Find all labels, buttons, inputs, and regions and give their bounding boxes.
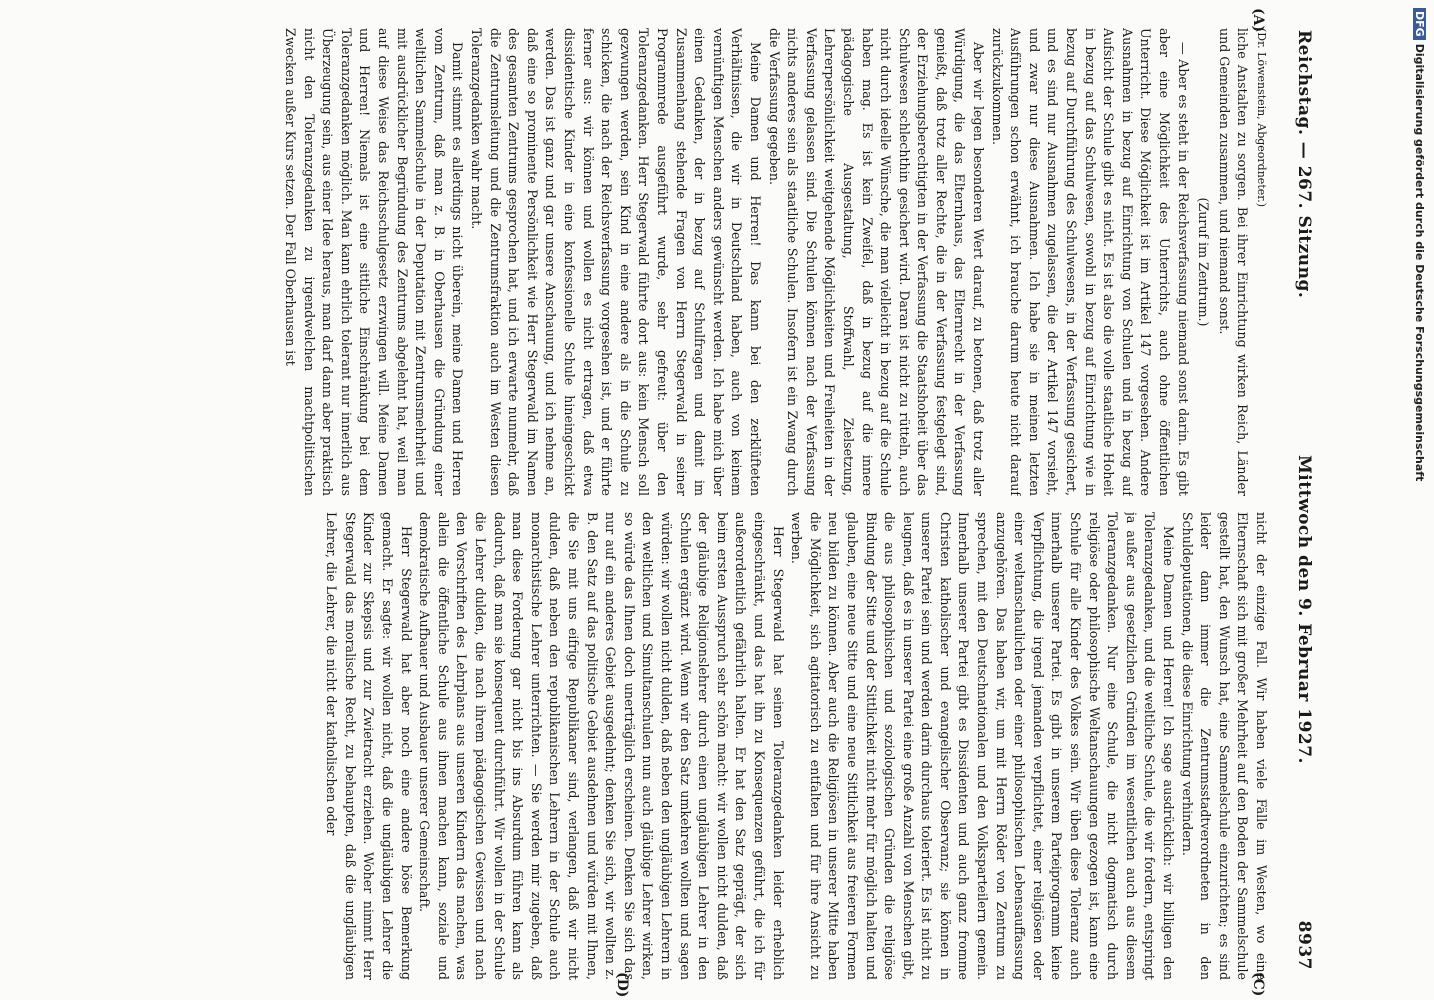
page-number: 8937 — [1294, 920, 1314, 970]
paragraph: nicht der einzige Fall. Wir haben viele Fälle im Westen, wo eine Elternschaft sich mit großer Mehrheit auf den Boden der Sammelschule gestellt hat, den Wunsch hat, eine Sammelschule einzurichten; es sind leider dann immer die Zentrumsstadtverordneten in den Schuldeputationen, die diese Einrichtung verhindern. — [1179, 512, 1269, 980]
dfg-credit-text: Digitalisierung gefördert durch die Deutsche Forschungsgemeinschaft — [1413, 43, 1426, 482]
dfg-watermark — [1404, 8, 1434, 992]
speaker-line: (Dr. Löwenstein, Abgeordneter.) — [1255, 28, 1268, 208]
paragraph: liche Anstalten zu sorgen. Bei ihrer Einrichtung wirken Reich, Länder und Gemeinden zusammen, und niemand sonst. — [1216, 28, 1251, 496]
margin-marker-c: (C) — [1250, 972, 1266, 997]
running-head — [1280, 30, 1314, 970]
header-date: Mittwoch den 9. Februar 1927. — [1294, 454, 1314, 764]
paragraph: Herr Stegerwald hat seinen Toleranzgedanken leider erheblich eingeschränkt, und das hat ihn zu Konsequenzen geführt, die ich für außerordentlich gefährlich halten. Er hat den Satz geprägt, der sich beim ersten Ausspruch sehr schön macht: wir wollen nicht dulden, daß der gläubige Religionslehrer durch einen ungläubigen Lehrer in den Schulen ergänzt wird. Wenn wir den Satz umkehren wollten und sagen würden: wir wollen nicht dulden, daß neben den ungläubigen Lehrern in den weltlichen und Simultanschulen nun auch gläubige Lehrer wirken, so würde das Ihnen doch unerträglich erscheinen. Denken Sie sich das nur auf ein anderes Gebiet ausgedehnt; denken Sie sich, wir wollten z. B. den Satz auf das politische Gebiet ausdehnen und würden mit Ihnen, die Sie mit uns eifrige Republikaner sind, verlangen, daß wir nicht dulden, daß neben den republikanischen Lehrern in der Schule auch monarchistische Lehrer unterrichten. — Sie werden mir zugeben, daß man diese Forderung gar nicht bis ins Absurdum führen kann als dadurch, daß man sie konsequent durchführt. Wir wollen in der Schule die Lehrer dulden, die nach ihrem pädagogischen Gewissen und nach den Vorschriften des Lehrplans aus unseren Kindern das machen, was allein die öffentliche Schule aus ihnen machen kann, soziale und demokratische Aufbauer und Ausbauer unserer Gemeinschaft. — [417, 512, 786, 980]
paragraph: Aber wir legen besonderen Wert darauf, zu betonen, daß trotz aller Würdigung, die das Elternhaus, das Elternrecht in der Verfassung genießt, daß trotz aller Rechte, die in der Verfassung festgelegt sind, der Erziehungsberechtigten in der Verfassung die Staatshoheit über das Schulwesen schlechthin gesichert wird. Daran ist nicht zu rütteln, auch nicht durch ideelle Wünsche, die man vielleicht in bezug auf die Schule haben mag. Es ist kein Zweifel, daß in bezug auf die innere pädagogische Ausgestaltung, Stoffwahl, Zielsetzung, Lehrerpersönlichkeit weitgehende Möglichkeiten und Freiheiten in der Verfassung gelassen sind. Die Schulen können nach der Verfassung nichts anderes sein als staatliche Schulen. Insofern ist ein Zwang durch die Verfassung gegeben. — [766, 28, 987, 496]
document-page — [110, 0, 1330, 1000]
paragraph: Meine Damen und Herren! Ich sage ausdrücklich: wir billigen den Toleranzgedanken, und die weltliche Schule, die wir fordern, entspringt ja außer aus gesetzlichen Gründen im wesentlichen auch aus diesem Toleranzgedanken. Nur eine Schule, die nicht dogmatisch durch religiöse oder philosophische Weltanschauungen gezogen ist, kann eine Schule für alle Kinder des Volkes sein. Wir üben diese Toleranz auch innerhalb unserer Partei. Es gibt in unserem Parteiprogramm keine Verpflichtung, die irgend jemanden verpflichtet, einer religiösen oder einer weltanschaulichen oder einer philosophischen Lebensauffassung anzugehören. Das haben wir, um mit Herrn Röder von Zentrum zu sprechen, mit den Deutschnationalen und den Volksparteilern gemein. Innerhalb unserer Partei gibt es Dissidenten und auch ganz fromme Christen katholischer und evangelischer Observanz; sie können in unserer Partei sein und werden darin durchaus toleriert. Es ist nicht zu leugnen, daß es in unserer Partei eine große Anzahl von Menschen gibt, die aus philosophischen und soziologischen Gründen die religiöse Bindung der Sitte und der Sittlichkeit nicht mehr für möglich halten und glauben, eine neue Sitte und eine neue Sittlichkeit aus freieren Formen neu bilden zu können. Aber auch die Religiösen in unserer Mitte haben die Möglichkeit, sich agitatorisch zu entfalten und für ihre Ansicht zu werben. — [789, 512, 1177, 980]
margin-marker-a: (A) — [1250, 8, 1266, 33]
right-column — [130, 512, 1270, 980]
left-column — [130, 28, 1270, 496]
paragraph: — Aber es steht in der Reichsverfassung niemand sonst darin. Es gibt aber eine Möglichkeit des Unterrichts, auch ohne öffentlichen Unterricht. Diese Möglichkeit ist im Artikel 147 vorgesehen. Andere Ausnahmen in bezug auf Einrichtung von Schulen und in bezug auf Aufsicht der Schule gibt es nicht. Es ist also die volle staatliche Hoheit in bezug auf das Schulwesen, sowohl in bezug auf Einrichtung wie in bezug auf Durchführung des Schulwesens, in der Verfassung gesichert, und es sind nur Ausnahmen zugelassen, die der Artikel 147 vorsieht, und zwar nur diese Ausnahmen. Ich habe sie in meinen letzten Ausführungen schon erwähnt, ich brauche darum heute nicht darauf zurückzukommen. — [989, 28, 1191, 496]
paragraph: Damit stimmt es allerdings nicht überein, meine Damen und Herren vom Zentrum, daß man z. B. in Oberhausen die Gründung einer weltlichen Sammelschule in der Deputation mit Zentrumsmehrheit und mit ausdrücklicher Begründung des Zentrums abgelehnt hat, weil man auf diese Weise das Reichsschulgesetz erzwingen will. Meine Damen und Herren! Niemals ist eine sittliche Einschränkung bei dem Toleranzgedanken möglich. Man kann ehrlich tolerant nur innerlich aus Überzeugung sein, aus einer Idee heraus, man darf dann aber praktisch nicht den Toleranzgedanken zu irgendwelchen machtpolitischen Zwecken außer Kurs setzen. Der Fall Oberhausen ist — [283, 28, 466, 496]
paragraph: Herr Stegerwald hat aber noch eine andere böse Bemerkung gemacht. Er sagte: wir wollen nicht, daß die ungläubigen Lehrer die Kinder zur Skepsis und zur Zwietracht erziehen. Woher nimmt Herr Stegerwald das moralische Recht, zu behaupten, daß die ungläubigen Lehrer, die Lehrer, die nicht der katholischen oder — [324, 512, 414, 980]
paragraph: Meine Damen und Herren! Das kann bei den zerklüfteten Verhältnissen, die wir in Deutschland haben, auch von keinem vernünftigen Menschen anders gewünscht werden. Ich habe mich über einen Gedanken, der in bezug auf Schulfragen und damit im Zusammenhang stehende Fragen von Herrn Stegerwald in seiner Programmrede ausgeführt wurde, sehr gefreut: über den Toleranzgedanken. Herr Stegerwald führte dort aus: kein Mensch soll gezwungen werden, sein Kind in eine andere als in die Schule zu schicken, die nach der Reichsverfassung vorgesehen ist, und er führte ferner aus: wir können und wollen es nicht ertragen, daß etwa dissidentische Kinder in eine konfessionelle Schule hineingeschickt werden. Das ist ganz und gar unsere Anschauung, und ich nehme an, daß eine so prominente Persönlichkeit wie Herr Stegerwald im Namen des gesamten Zentrums gesprochen hat, und ich erwarte nunmehr, daß die Zentrumsleitung und die Zentrumsfraktion auch im Westen diesen Toleranzgedanken wahr macht. — [469, 28, 763, 496]
interjection: (Zuruf im Zentrum.) — [1196, 197, 1212, 327]
dfg-logo: DFG — [1413, 8, 1426, 40]
header-left: Reichstag. — 267. Sitzung. — [1294, 30, 1314, 299]
margin-marker-d: (D) — [614, 972, 630, 998]
